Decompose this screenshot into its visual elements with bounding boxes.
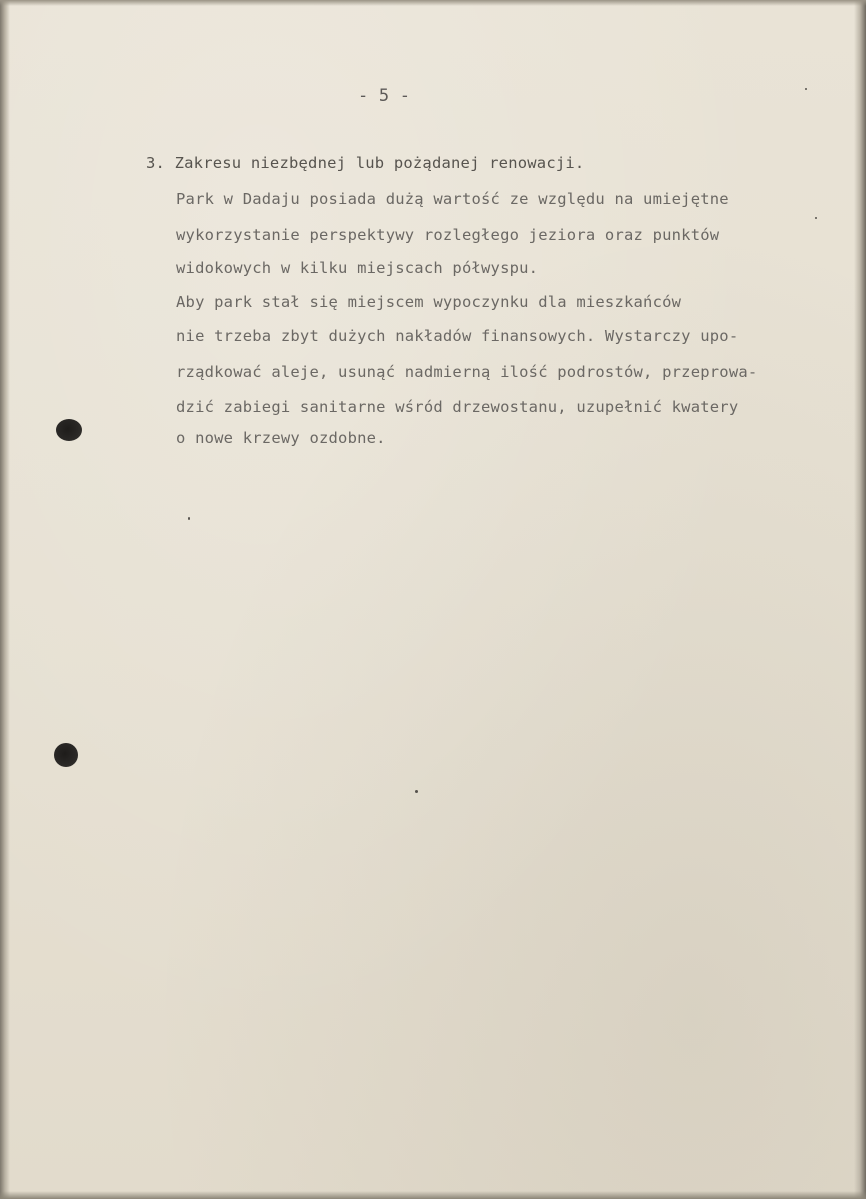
ink-speck — [815, 217, 817, 219]
punch-hole-upper — [56, 419, 82, 441]
ink-speck — [805, 88, 807, 90]
page-number: - 5 - — [358, 86, 411, 106]
paragraph-line: nie trzeba zbyt dużych nakładów finansowych. Wystarczy upo- — [176, 327, 739, 345]
paragraph-line: Aby park stał się miejscem wypoczynku dla mieszkańców — [176, 293, 682, 311]
page-edge-top — [0, 0, 866, 6]
punch-hole-lower — [54, 743, 78, 767]
paragraph-line: Park w Dadaju posiada dużą wartość ze względu na umiejętne — [176, 190, 729, 208]
section-heading: 3. Zakresu niezbędnej lub pożądanej renowacji. — [146, 154, 585, 172]
paragraph-line: o nowe krzewy ozdobne. — [176, 429, 386, 447]
paragraph-line: wykorzystanie perspektywy rozległego jeziora oraz punktów — [176, 226, 720, 244]
ink-speck — [188, 517, 190, 520]
page-edge-right — [854, 0, 866, 1199]
page-edge-left — [0, 0, 10, 1199]
ink-speck — [415, 790, 418, 793]
page-edge-bottom — [0, 1191, 866, 1199]
paragraph-line: dzić zabiegi sanitarne wśród drzewostanu, uzupełnić kwatery — [176, 398, 739, 416]
paragraph-line: rządkować aleje, usunąć nadmierną ilość podrostów, przeprowa- — [176, 363, 758, 381]
paragraph-line: widokowych w kilku miejscach półwyspu. — [176, 259, 539, 277]
